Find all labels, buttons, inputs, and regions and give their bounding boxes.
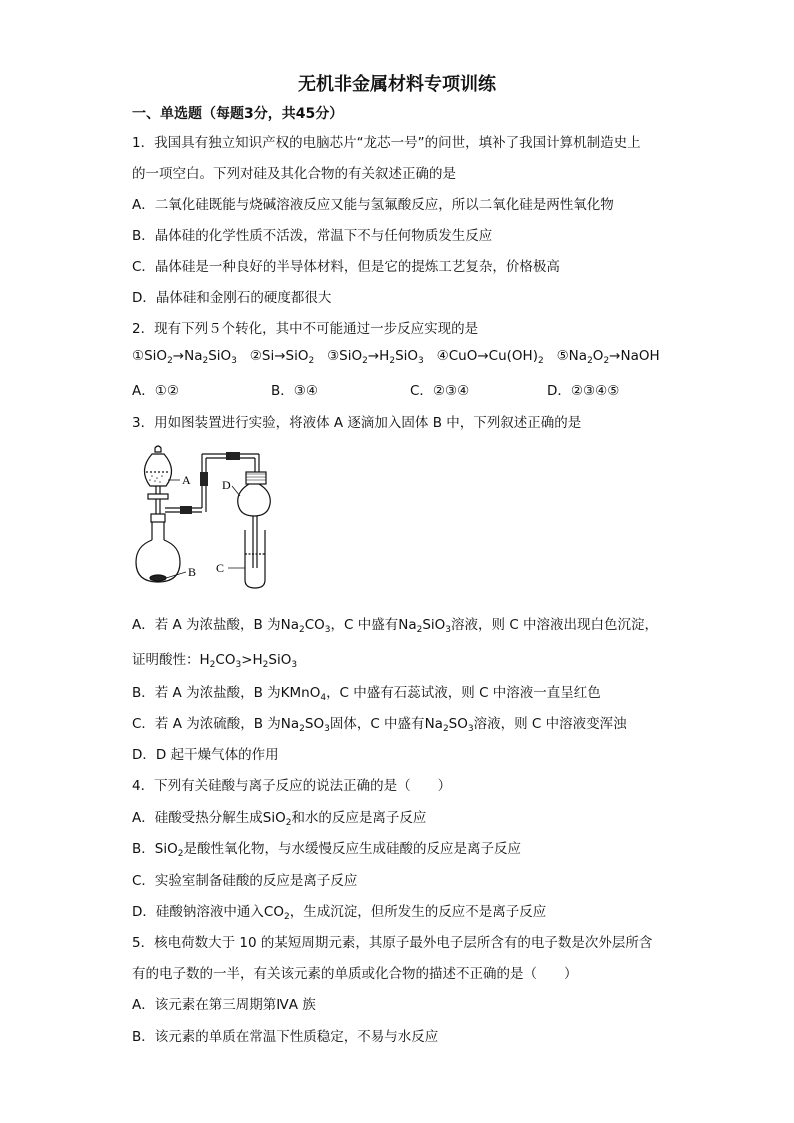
q1-stem-line2: 的一项空白。下列对硅及其化合物的有关叙述正确的是 bbox=[132, 166, 456, 182]
page-title: 无机非金属材料专项训练 bbox=[298, 74, 496, 95]
q5-stem-line2: 有的电子数的一半，有关该元素的单质或化合物的描述不正确的是（ ） bbox=[132, 966, 578, 982]
q2-stem: 2．现有下列５个转化，其中不可能通过一步反应实现的是 bbox=[132, 321, 479, 337]
q4-option-a: A．硅酸受热分解生成SiO$_2$和水的反应是离子反应 bbox=[132, 810, 427, 828]
label-a: A bbox=[182, 473, 191, 487]
q1-option-c: C．晶体硅是一种良好的半导体材料，但是它的提炼工艺复杂，价格极高 bbox=[132, 259, 560, 275]
q2-t1: $①SiO_2\to Na_2SiO_3$ bbox=[132, 348, 237, 366]
q2-t5: $⑤Na_2O_2\to NaOH$ bbox=[556, 348, 660, 366]
q1-option-d: D．晶体硅和金刚石的硬度都很大 bbox=[132, 290, 332, 306]
q3-option-a-line2: 证明酸性：$H_2CO_3>H_2SiO_3$ bbox=[132, 652, 298, 670]
q5-option-a: A．该元素在第三周期第ⅣA 族 bbox=[132, 997, 316, 1013]
q5-stem-line1: 5．核电荷数大于 10 的某短周期元素，其原子最外电子层所含有的电子数是次外层所含 bbox=[132, 935, 653, 951]
q3-option-d: D．D 起干燥气体的作用 bbox=[132, 747, 279, 763]
q2-t4: $④CuO\to Cu(OH)_2$ bbox=[436, 348, 544, 366]
q4-option-c: C．实验室制备硅酸的反应是离子反应 bbox=[132, 873, 358, 889]
q3-option-c: C．若 A 为浓硫酸，B 为$Na_2SO_3$固体，C 中盛有$Na_2SO_3$溶液，则 C 中溶液变浑浊 bbox=[132, 716, 627, 734]
q5-option-b: B．该元素的单质在常温下性质稳定，不易与水反应 bbox=[132, 1029, 439, 1045]
q2-transformations bbox=[132, 348, 660, 364]
q4-option-d: D．硅酸钠溶液中通入$CO_2$，生成沉淀，但所发生的反应不是离子反应 bbox=[132, 904, 547, 922]
q1-option-a: A．二氧化硅既能与烧碱溶液反应又能与氢氟酸反应，所以二氧化硅是两性氧化物 bbox=[132, 197, 614, 213]
label-b: B bbox=[188, 565, 197, 579]
q1-stem-line1: 1．我国具有独立知识产权的电脑芯片“龙芯一号”的问世，填补了我国计算机制造史上 bbox=[132, 135, 641, 151]
q2-option-b: B．③④ bbox=[271, 383, 318, 399]
q2-option-c: C．②③④ bbox=[410, 383, 470, 399]
q1-option-b: B．晶体硅的化学性质不活泼，常温下不与任何物质发生反应 bbox=[132, 228, 493, 244]
q3-option-b: B．若 A 为浓盐酸，B 为KMnO$_4$，C 中盛有石蕊试液，则 C 中溶液一直呈红色 bbox=[132, 685, 601, 703]
q4-option-b: B．SiO$_2$是酸性氧化物，与水缓慢反应生成硅酸的反应是离子反应 bbox=[132, 841, 521, 859]
q2-t3: $③SiO_2\to H_2SiO_3$ bbox=[327, 348, 424, 366]
label-d: D bbox=[222, 478, 231, 492]
q4-stem: 4．下列有关硅酸与离子反应的说法正确的是（ ） bbox=[132, 778, 452, 794]
section-heading: 一、单选题（每题3分，共45分） bbox=[132, 106, 344, 122]
label-c: C bbox=[216, 561, 225, 575]
q3-stem: 3．用如图装置进行实验，将液体 A 逐滴加入固体 B 中，下列叙述正确的是 bbox=[132, 415, 582, 431]
q2-t2: ②Si→SiO$_2$ bbox=[249, 348, 315, 366]
q3-option-a-line1: A．若 A 为浓盐酸，B 为$Na_2CO_3$，C 中盛有$Na_2SiO_3$溶液，则 C 中溶液出现白色沉淀， bbox=[132, 617, 659, 635]
q3-apparatus-diagram bbox=[132, 442, 282, 594]
q2-option-a: A．①② bbox=[132, 383, 179, 399]
q2-option-d: D．②③④⑤ bbox=[547, 383, 620, 399]
